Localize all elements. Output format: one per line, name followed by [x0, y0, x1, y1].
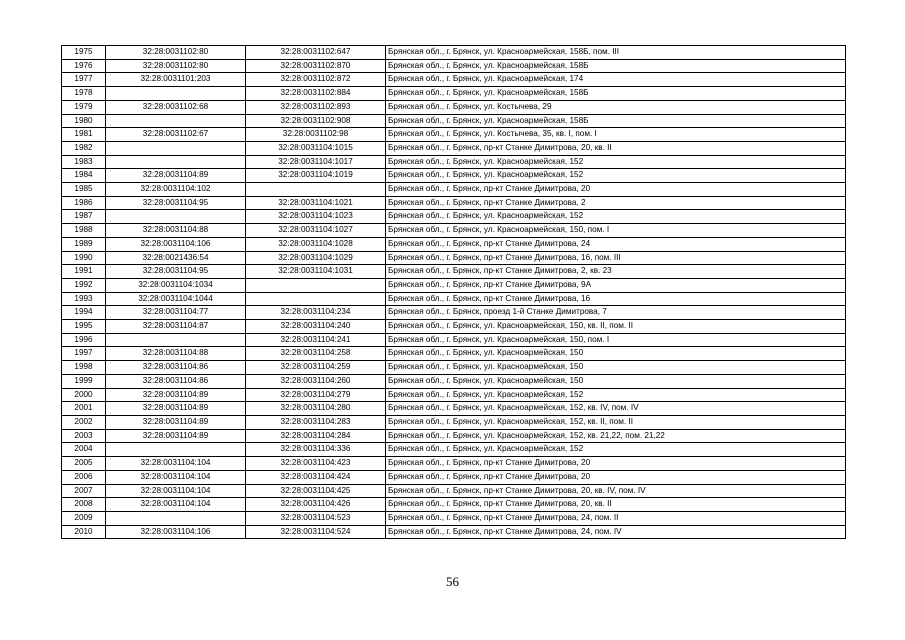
- table-row: [62, 265, 846, 279]
- table-row: [62, 333, 846, 347]
- cadastral-number-cell: 32:28:0031104:260: [246, 374, 386, 388]
- address-cell: Брянская обл., г. Брянск, ул. Красноармейская, 158Б, пом. III: [386, 46, 846, 60]
- table-row: [62, 46, 846, 60]
- table-row: [62, 429, 846, 443]
- address-cell: Брянская обл., г. Брянск, ул. Красноармейская, 158Б: [386, 87, 846, 101]
- address-cell: Брянская обл., г. Брянск, ул. Красноармейская, 158Б: [386, 59, 846, 73]
- cadastral-number-cell: 32:28:0031104:259: [246, 361, 386, 375]
- row-number-cell: 1990: [62, 251, 106, 265]
- address-cell: Брянская обл., г. Брянск, ул. Красноармейская, 152, кв. IV, пом. IV: [386, 402, 846, 416]
- table-row: [62, 292, 846, 306]
- address-cell: Брянская обл., г. Брянск, пр-кт Станке Димитрова, 20: [386, 470, 846, 484]
- parent-cadastral-number-cell: 32:28:0031104:77: [106, 306, 246, 320]
- cadastral-number-cell: 32:28:0031104:524: [246, 525, 386, 539]
- table-row: [62, 470, 846, 484]
- cadastral-number-cell: 32:28:0031102:98: [246, 128, 386, 142]
- address-cell: Брянская обл., г. Брянск, пр-кт Станке Димитрова, 20: [386, 183, 846, 197]
- address-cell: Брянская обл., г. Брянск, ул. Костычева, 35, кв. I, пом. I: [386, 128, 846, 142]
- row-number-cell: 1989: [62, 237, 106, 251]
- address-cell: Брянская обл., г. Брянск, пр-кт Станке Димитрова, 16, пом. III: [386, 251, 846, 265]
- parent-cadastral-number-cell: 32:28:0031102:80: [106, 46, 246, 60]
- cadastral-number-cell: 32:28:0031104:1028: [246, 237, 386, 251]
- row-number-cell: 2003: [62, 429, 106, 443]
- cadastral-number-cell: 32:28:0031102:908: [246, 114, 386, 128]
- table-row: [62, 484, 846, 498]
- parent-cadastral-number-cell: 32:28:0031104:95: [106, 265, 246, 279]
- parent-cadastral-number-cell: 32:28:0031104:102: [106, 183, 246, 197]
- cadastral-registry-table: [61, 45, 846, 539]
- cadastral-number-cell: 32:28:0031104:423: [246, 457, 386, 471]
- address-cell: Брянская обл., г. Брянск, пр-кт Станке Димитрова, 16: [386, 292, 846, 306]
- address-cell: Брянская обл., г. Брянск, ул. Красноармейская, 152: [386, 388, 846, 402]
- address-cell: Брянская обл., г. Брянск, пр-кт Станке Димитрова, 24, пом. IV: [386, 525, 846, 539]
- parent-cadastral-number-cell: [106, 87, 246, 101]
- parent-cadastral-number-cell: 32:28:0031102:68: [106, 100, 246, 114]
- address-cell: Брянская обл., г. Брянск, ул. Красноармейская, 152: [386, 210, 846, 224]
- address-cell: Брянская обл., г. Брянск, пр-кт Станке Димитрова, 2: [386, 196, 846, 210]
- cadastral-number-cell: 32:28:0031104:1015: [246, 141, 386, 155]
- cadastral-number-cell: 32:28:0031102:872: [246, 73, 386, 87]
- row-number-cell: 1982: [62, 141, 106, 155]
- cadastral-number-cell: 32:28:0031102:884: [246, 87, 386, 101]
- address-cell: Брянская обл., г. Брянск, пр-кт Станке Димитрова, 9А: [386, 278, 846, 292]
- parent-cadastral-number-cell: 32:28:0031104:1044: [106, 292, 246, 306]
- table-row: [62, 498, 846, 512]
- cadastral-number-cell: 32:28:0031104:1023: [246, 210, 386, 224]
- cadastral-number-cell: 32:28:0031104:1029: [246, 251, 386, 265]
- row-number-cell: 1986: [62, 196, 106, 210]
- address-cell: Брянская обл., г. Брянск, ул. Костычева, 29: [386, 100, 846, 114]
- row-number-cell: 2001: [62, 402, 106, 416]
- table-row: [62, 443, 846, 457]
- address-cell: Брянская обл., г. Брянск, пр-кт Станке Димитрова, 20, кв. IV, пом. IV: [386, 484, 846, 498]
- address-cell: Брянская обл., г. Брянск, ул. Красноармейская, 150, кв. II, пом. II: [386, 320, 846, 334]
- row-number-cell: 1978: [62, 87, 106, 101]
- parent-cadastral-number-cell: 32:28:0031104:86: [106, 374, 246, 388]
- row-number-cell: 1981: [62, 128, 106, 142]
- table-row: [62, 361, 846, 375]
- address-cell: Брянская обл., г. Брянск, ул. Красноармейская, 174: [386, 73, 846, 87]
- parent-cadastral-number-cell: 32:28:0031104:88: [106, 347, 246, 361]
- row-number-cell: 1988: [62, 224, 106, 238]
- table-row: [62, 155, 846, 169]
- row-number-cell: 1996: [62, 333, 106, 347]
- address-cell: Брянская обл., г. Брянск, ул. Красноармейская, 152, кв. II, пом. II: [386, 415, 846, 429]
- table-row: [62, 169, 846, 183]
- parent-cadastral-number-cell: 32:28:0031104:88: [106, 224, 246, 238]
- row-number-cell: 1994: [62, 306, 106, 320]
- table-row: [62, 402, 846, 416]
- parent-cadastral-number-cell: [106, 114, 246, 128]
- row-number-cell: 2006: [62, 470, 106, 484]
- row-number-cell: 1983: [62, 155, 106, 169]
- table-row: [62, 59, 846, 73]
- cadastral-number-cell: [246, 292, 386, 306]
- cadastral-number-cell: 32:28:0031104:284: [246, 429, 386, 443]
- table-row: [62, 114, 846, 128]
- parent-cadastral-number-cell: 32:28:0031104:89: [106, 429, 246, 443]
- parent-cadastral-number-cell: 32:28:0031104:104: [106, 470, 246, 484]
- cadastral-number-cell: 32:28:0031104:258: [246, 347, 386, 361]
- table-row: [62, 511, 846, 525]
- row-number-cell: 1976: [62, 59, 106, 73]
- cadastral-number-cell: 32:28:0031104:234: [246, 306, 386, 320]
- parent-cadastral-number-cell: [106, 511, 246, 525]
- address-cell: Брянская обл., г. Брянск, пр-кт Станке Димитрова, 20, кв. II: [386, 141, 846, 155]
- table-row: [62, 100, 846, 114]
- cadastral-number-cell: 32:28:0031104:283: [246, 415, 386, 429]
- row-number-cell: 1977: [62, 73, 106, 87]
- row-number-cell: 2007: [62, 484, 106, 498]
- parent-cadastral-number-cell: [106, 210, 246, 224]
- table-row: [62, 224, 846, 238]
- row-number-cell: 1999: [62, 374, 106, 388]
- address-cell: Брянская обл., г. Брянск, ул. Красноармейская, 150: [386, 374, 846, 388]
- cadastral-number-cell: 32:28:0031104:523: [246, 511, 386, 525]
- table-row: [62, 388, 846, 402]
- table-row: [62, 196, 846, 210]
- parent-cadastral-number-cell: 32:28:0031102:80: [106, 59, 246, 73]
- row-number-cell: 1992: [62, 278, 106, 292]
- table-row: [62, 210, 846, 224]
- parent-cadastral-number-cell: 32:28:0031104:104: [106, 484, 246, 498]
- table-row: [62, 141, 846, 155]
- cadastral-number-cell: 32:28:0031104:1027: [246, 224, 386, 238]
- parent-cadastral-number-cell: 32:28:0031104:104: [106, 498, 246, 512]
- cadastral-number-cell: 32:28:0031104:279: [246, 388, 386, 402]
- table-row: [62, 415, 846, 429]
- parent-cadastral-number-cell: 32:28:0031104:1034: [106, 278, 246, 292]
- row-number-cell: 1975: [62, 46, 106, 60]
- page-number: 56: [446, 574, 459, 589]
- cadastral-number-cell: 32:28:0031104:424: [246, 470, 386, 484]
- row-number-cell: 1995: [62, 320, 106, 334]
- row-number-cell: 2008: [62, 498, 106, 512]
- address-cell: Брянская обл., г. Брянск, пр-кт Станке Димитрова, 24, пом. II: [386, 511, 846, 525]
- cadastral-number-cell: 32:28:0031104:1017: [246, 155, 386, 169]
- row-number-cell: 1980: [62, 114, 106, 128]
- address-cell: Брянская обл., г. Брянск, ул. Красноармейская, 152, кв. 21,22, пом. 21,22: [386, 429, 846, 443]
- row-number-cell: 2002: [62, 415, 106, 429]
- table-row: [62, 183, 846, 197]
- table-row: [62, 237, 846, 251]
- address-cell: Брянская обл., г. Брянск, проезд 1-й Станке Димитрова, 7: [386, 306, 846, 320]
- address-cell: Брянская обл., г. Брянск, ул. Красноармейская, 158Б: [386, 114, 846, 128]
- table-row: [62, 525, 846, 539]
- parent-cadastral-number-cell: 32:28:0031104:106: [106, 237, 246, 251]
- table-row: [62, 457, 846, 471]
- registry-table-body: [62, 46, 846, 539]
- parent-cadastral-number-cell: 32:28:0031104:89: [106, 402, 246, 416]
- row-number-cell: 1991: [62, 265, 106, 279]
- table-row: [62, 251, 846, 265]
- cadastral-number-cell: 32:28:0031104:240: [246, 320, 386, 334]
- table-row: [62, 87, 846, 101]
- row-number-cell: 2004: [62, 443, 106, 457]
- address-cell: Брянская обл., г. Брянск, пр-кт Станке Димитрова, 2, кв. 23: [386, 265, 846, 279]
- row-number-cell: 1998: [62, 361, 106, 375]
- address-cell: Брянская обл., г. Брянск, пр-кт Станке Димитрова, 20: [386, 457, 846, 471]
- cadastral-number-cell: 32:28:0031104:426: [246, 498, 386, 512]
- cadastral-number-cell: 32:28:0031104:1031: [246, 265, 386, 279]
- cadastral-number-cell: 32:28:0031102:647: [246, 46, 386, 60]
- address-cell: Брянская обл., г. Брянск, ул. Красноармейская, 152: [386, 443, 846, 457]
- address-cell: Брянская обл., г. Брянск, ул. Красноармейская, 150: [386, 361, 846, 375]
- address-cell: Брянская обл., г. Брянск, пр-кт Станке Димитрова, 24: [386, 237, 846, 251]
- row-number-cell: 2005: [62, 457, 106, 471]
- cadastral-number-cell: 32:28:0031104:425: [246, 484, 386, 498]
- parent-cadastral-number-cell: 32:28:0031104:89: [106, 388, 246, 402]
- cadastral-number-cell: 32:28:0031102:870: [246, 59, 386, 73]
- parent-cadastral-number-cell: 32:28:0031104:89: [106, 415, 246, 429]
- table-row: [62, 347, 846, 361]
- address-cell: Брянская обл., г. Брянск, ул. Красноармейская, 152: [386, 169, 846, 183]
- table-row: [62, 278, 846, 292]
- parent-cadastral-number-cell: 32:28:0031104:89: [106, 169, 246, 183]
- parent-cadastral-number-cell: [106, 443, 246, 457]
- parent-cadastral-number-cell: [106, 333, 246, 347]
- cadastral-number-cell: 32:28:0031104:280: [246, 402, 386, 416]
- cadastral-number-cell: 32:28:0031102:893: [246, 100, 386, 114]
- row-number-cell: 2000: [62, 388, 106, 402]
- parent-cadastral-number-cell: 32:28:0031102:67: [106, 128, 246, 142]
- parent-cadastral-number-cell: 32:28:0031104:95: [106, 196, 246, 210]
- parent-cadastral-number-cell: 32:28:0031104:104: [106, 457, 246, 471]
- parent-cadastral-number-cell: 32:28:0031104:106: [106, 525, 246, 539]
- row-number-cell: 1997: [62, 347, 106, 361]
- parent-cadastral-number-cell: [106, 155, 246, 169]
- cadastral-number-cell: 32:28:0031104:1021: [246, 196, 386, 210]
- row-number-cell: 1985: [62, 183, 106, 197]
- address-cell: Брянская обл., г. Брянск, пр-кт Станке Димитрова, 20, кв. II: [386, 498, 846, 512]
- parent-cadastral-number-cell: 32:28:0021436:54: [106, 251, 246, 265]
- table-row: [62, 320, 846, 334]
- address-cell: Брянская обл., г. Брянск, ул. Красноармейская, 150, пом. I: [386, 333, 846, 347]
- table-row: [62, 128, 846, 142]
- address-cell: Брянская обл., г. Брянск, ул. Красноармейская, 152: [386, 155, 846, 169]
- cadastral-number-cell: [246, 183, 386, 197]
- table-row: [62, 306, 846, 320]
- parent-cadastral-number-cell: 32:28:0031101:203: [106, 73, 246, 87]
- parent-cadastral-number-cell: 32:28:0031104:86: [106, 361, 246, 375]
- row-number-cell: 1987: [62, 210, 106, 224]
- parent-cadastral-number-cell: 32:28:0031104:87: [106, 320, 246, 334]
- address-cell: Брянская обл., г. Брянск, ул. Красноармейская, 150: [386, 347, 846, 361]
- row-number-cell: 2009: [62, 511, 106, 525]
- cadastral-number-cell: 32:28:0031104:1019: [246, 169, 386, 183]
- cadastral-number-cell: 32:28:0031104:241: [246, 333, 386, 347]
- cadastral-number-cell: [246, 278, 386, 292]
- table-row: [62, 374, 846, 388]
- parent-cadastral-number-cell: [106, 141, 246, 155]
- cadastral-number-cell: 32:28:0031104:336: [246, 443, 386, 457]
- row-number-cell: 1993: [62, 292, 106, 306]
- row-number-cell: 1979: [62, 100, 106, 114]
- row-number-cell: 1984: [62, 169, 106, 183]
- row-number-cell: 2010: [62, 525, 106, 539]
- address-cell: Брянская обл., г. Брянск, ул. Красноармейская, 150, пом. I: [386, 224, 846, 238]
- table-row: [62, 73, 846, 87]
